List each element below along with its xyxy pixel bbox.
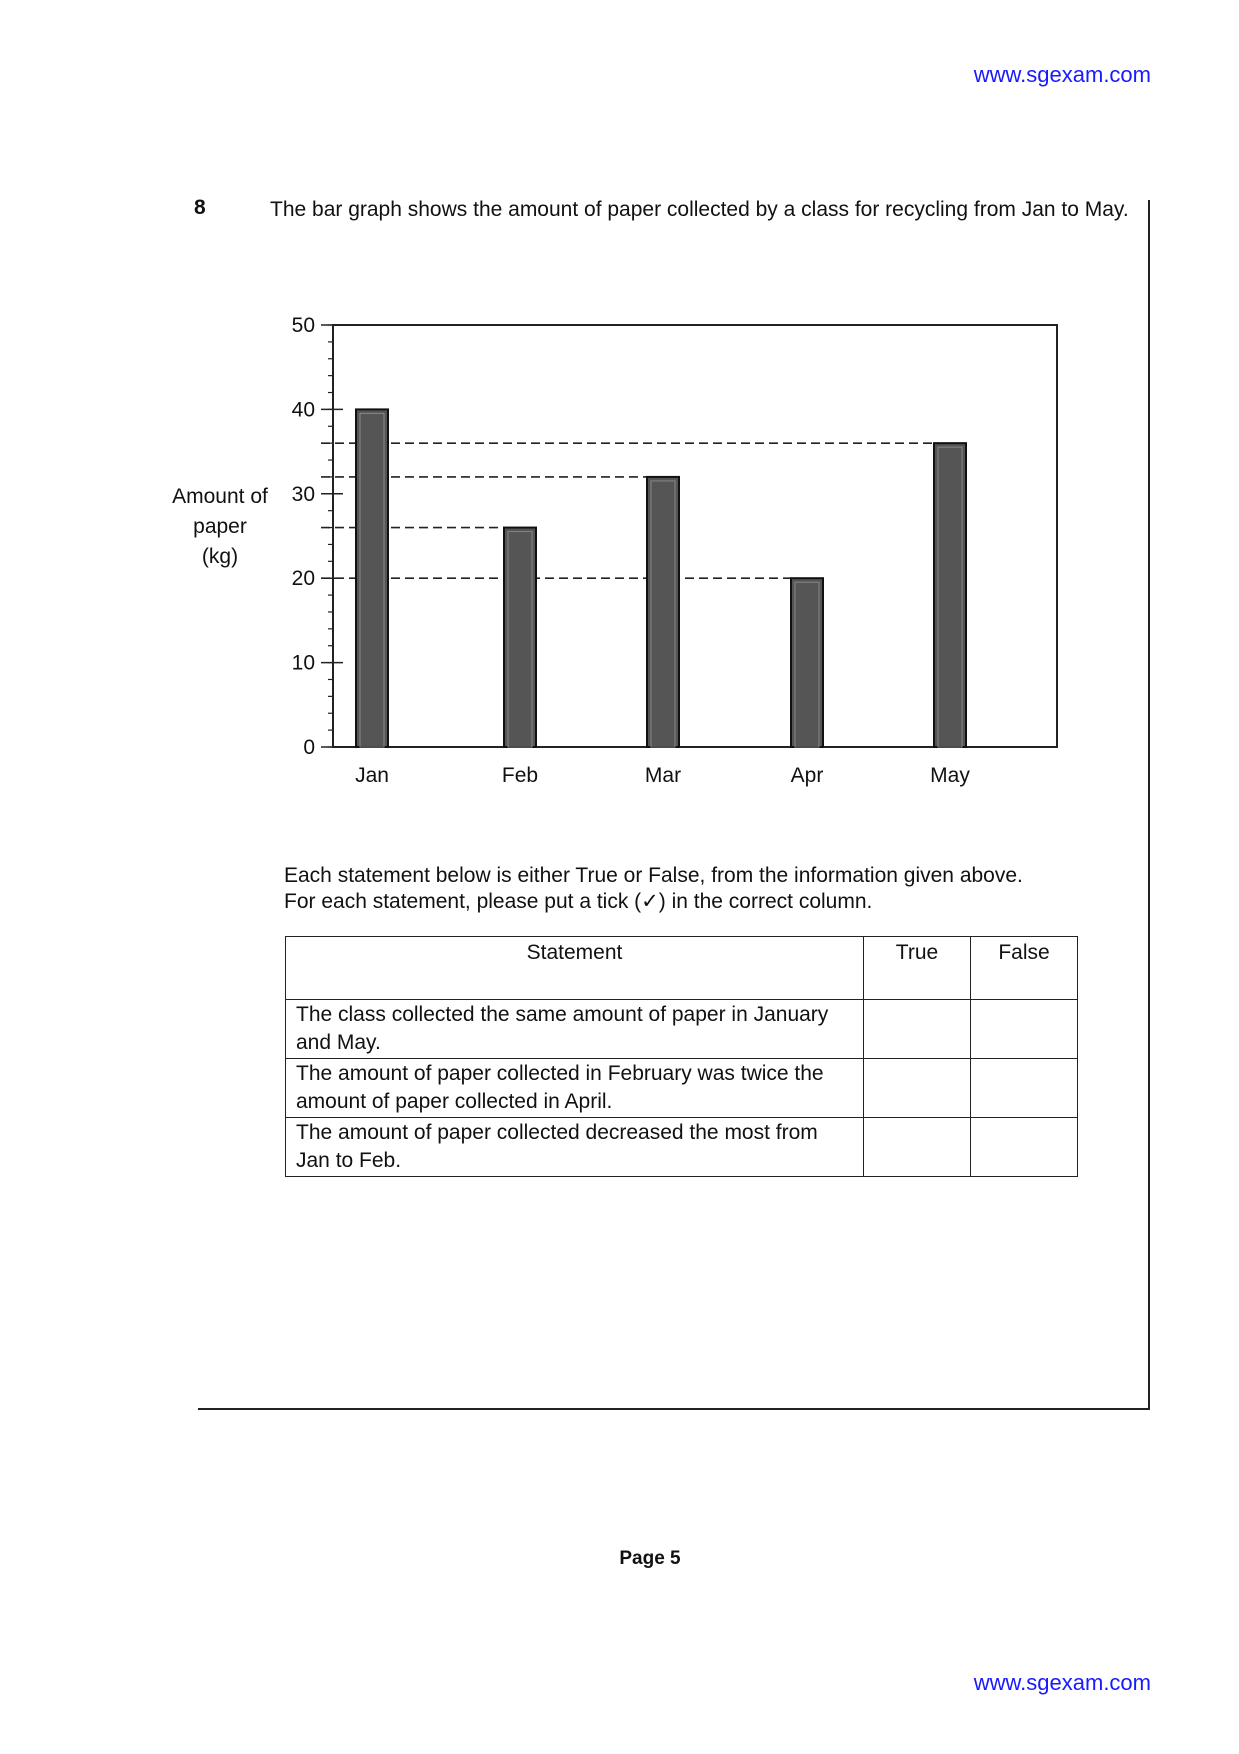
- true-tick-cell[interactable]: [864, 1000, 971, 1059]
- question-text: The bar graph shows the amount of paper collected by a class for recycling from Jan to May.: [270, 198, 1129, 221]
- table-row: [286, 1118, 1078, 1177]
- header-url[interactable]: www.sgexam.com: [973, 62, 1151, 87]
- x-tick-label: Feb: [501, 764, 539, 787]
- instructions: [284, 863, 1104, 915]
- bar-chart: [0, 0, 1239, 800]
- statement-cell: The class collected the same amount of paper in January and May.: [286, 1000, 864, 1059]
- false-tick-cell[interactable]: [971, 1118, 1078, 1177]
- y-axis-label-line: (kg): [201, 545, 239, 568]
- statement-cell: The amount of paper collected in February was twice the amount of paper collected in April.: [286, 1059, 864, 1118]
- x-tick-label: May: [930, 764, 970, 787]
- bar: [504, 528, 536, 747]
- header-statement: Statement: [286, 937, 864, 1000]
- page-number: Page 5: [619, 1548, 681, 1569]
- instruction-line: For each statement, please put a tick (✓) in the correct column.: [284, 890, 873, 913]
- true-tick-cell[interactable]: [864, 1118, 971, 1177]
- table-header-row: [286, 937, 1078, 1000]
- true-tick-cell[interactable]: [864, 1059, 971, 1118]
- statement-table: [285, 936, 1078, 1177]
- question-number: 8: [194, 196, 206, 219]
- footer-url[interactable]: www.sgexam.com: [973, 1670, 1151, 1695]
- bar: [356, 409, 388, 747]
- y-tick-label: 50: [291, 314, 315, 337]
- header-true: True: [864, 937, 971, 1000]
- instruction-line: Each statement below is either True or False, from the information given above.: [284, 864, 1023, 887]
- y-axis-label-line: Amount of: [172, 485, 268, 508]
- bar: [934, 443, 966, 747]
- bottom-rule: [198, 1408, 1150, 1410]
- y-axis-label-line: paper: [193, 515, 247, 538]
- false-tick-cell[interactable]: [971, 1059, 1078, 1118]
- false-tick-cell[interactable]: [971, 1000, 1078, 1059]
- header-false: False: [971, 937, 1078, 1000]
- y-tick-label: 30: [291, 482, 315, 506]
- table-row: [286, 1059, 1078, 1118]
- y-tick-label: 20: [291, 567, 315, 591]
- y-tick-label: 10: [291, 651, 315, 675]
- statement-cell: The amount of paper collected decreased the most from Jan to Feb.: [286, 1118, 864, 1177]
- x-tick-label: Jan: [355, 764, 389, 787]
- bar: [647, 477, 679, 747]
- y-tick-label: 0: [303, 736, 315, 759]
- y-tick-label: 40: [291, 398, 315, 422]
- bar: [791, 578, 823, 747]
- x-tick-label: Apr: [790, 764, 824, 787]
- x-tick-label: Mar: [644, 764, 682, 787]
- table-row: [286, 1000, 1078, 1059]
